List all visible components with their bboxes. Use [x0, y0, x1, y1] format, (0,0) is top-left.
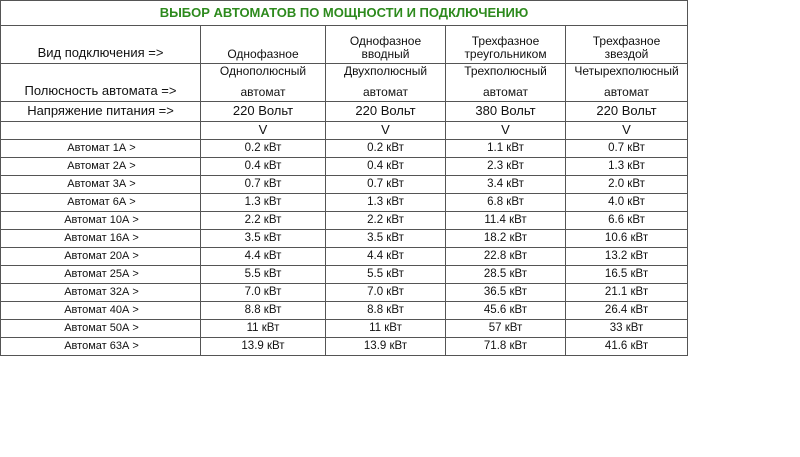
voltage-row: [1, 102, 688, 122]
voltage-cell: 220 Вольт: [326, 102, 446, 122]
power-value: 6.6 кВт: [566, 212, 688, 230]
breaker-label: Автомат 1А >: [1, 140, 201, 158]
power-value: 4.4 кВт: [201, 248, 326, 266]
table-row: [1, 212, 688, 230]
power-value: 0.7 кВт: [326, 176, 446, 194]
connection-cell-3: [446, 26, 566, 64]
poles-text: Трехполюсный: [464, 63, 547, 78]
power-value: 0.2 кВт: [326, 140, 446, 158]
poles-text: Двухполюсный: [343, 63, 428, 78]
breaker-label: Автомат 16А >: [1, 230, 201, 248]
power-value: 1.3 кВт: [566, 158, 688, 176]
polarity-cell-2: [326, 64, 446, 102]
power-value: 18.2 кВт: [446, 230, 566, 248]
table-row: [1, 320, 688, 338]
table-row: [1, 284, 688, 302]
power-value: 1.3 кВт: [201, 194, 326, 212]
breaker-label: Автомат 63А >: [1, 338, 201, 356]
table-row: [1, 302, 688, 320]
table-row: [1, 140, 688, 158]
connection-cell-1: [201, 26, 326, 64]
power-value: 0.4 кВт: [326, 158, 446, 176]
power-value: 3.4 кВт: [446, 176, 566, 194]
down-arrow-icon: V: [201, 122, 326, 140]
connection-line: Трехфазное: [471, 33, 540, 48]
polarity-cell-3: [446, 64, 566, 102]
power-value: 41.6 кВт: [566, 338, 688, 356]
connection-line: Однофазное: [227, 46, 299, 61]
power-value: 5.5 кВт: [326, 266, 446, 284]
connection-line: звездой: [604, 46, 649, 61]
connection-row: [1, 26, 688, 64]
connection-line: Трехфазное: [592, 33, 661, 48]
connection-label: Вид подключения =>: [1, 26, 201, 64]
voltage-cell: 380 Вольт: [446, 102, 566, 122]
power-value: 7.0 кВт: [201, 284, 326, 302]
polarity-cell-4: [566, 64, 688, 102]
power-value: 5.5 кВт: [201, 266, 326, 284]
power-value: 0.2 кВт: [201, 140, 326, 158]
power-value: 28.5 кВт: [446, 266, 566, 284]
power-value: 3.5 кВт: [201, 230, 326, 248]
polarity-label: Полюсность автомата =>: [1, 64, 201, 102]
power-value: 16.5 кВт: [566, 266, 688, 284]
power-value: 13.2 кВт: [566, 248, 688, 266]
power-value: 1.1 кВт: [446, 140, 566, 158]
power-value: 2.0 кВт: [566, 176, 688, 194]
power-value: 4.4 кВт: [326, 248, 446, 266]
breaker-label: Автомат 32А >: [1, 284, 201, 302]
power-value: 3.5 кВт: [326, 230, 446, 248]
connection-line: Однофазное: [349, 33, 422, 48]
poles-suffix: автомат: [604, 84, 649, 99]
poles-text: Четырехполюсный: [574, 63, 679, 78]
power-value: 0.7 кВт: [566, 140, 688, 158]
arrow-blank: [1, 122, 201, 140]
power-value: 4.0 кВт: [566, 194, 688, 212]
title-row: [1, 1, 688, 26]
connection-cell-4: [566, 26, 688, 64]
voltage-label: Напряжение питания =>: [1, 102, 201, 122]
breaker-label: Автомат 3А >: [1, 176, 201, 194]
power-value: 21.1 кВт: [566, 284, 688, 302]
table-row: [1, 248, 688, 266]
power-value: 7.0 кВт: [326, 284, 446, 302]
breaker-label: Автомат 50А >: [1, 320, 201, 338]
poles-suffix: автомат: [363, 84, 408, 99]
power-value: 2.3 кВт: [446, 158, 566, 176]
table-row: [1, 158, 688, 176]
power-value: 10.6 кВт: [566, 230, 688, 248]
breaker-label: Автомат 25А >: [1, 266, 201, 284]
table-title: ВЫБОР АВТОМАТОВ ПО МОЩНОСТИ И ПОДКЛЮЧЕНИЮ: [1, 1, 688, 26]
connection-cell-2: [326, 26, 446, 64]
table-row: [1, 230, 688, 248]
power-value: 0.7 кВт: [201, 176, 326, 194]
table-row: [1, 338, 688, 356]
poles-suffix: автомат: [240, 84, 286, 99]
down-arrow-icon: V: [446, 122, 566, 140]
power-value: 22.8 кВт: [446, 248, 566, 266]
power-value: 2.2 кВт: [201, 212, 326, 230]
power-value: 8.8 кВт: [326, 302, 446, 320]
power-value: 11 кВт: [326, 320, 446, 338]
poles-suffix: автомат: [483, 84, 528, 99]
arrow-row: [1, 122, 688, 140]
power-value: 33 кВт: [566, 320, 688, 338]
breaker-label: Автомат 40А >: [1, 302, 201, 320]
power-value: 11 кВт: [201, 320, 326, 338]
power-value: 6.8 кВт: [446, 194, 566, 212]
down-arrow-icon: V: [566, 122, 688, 140]
power-value: 45.6 кВт: [446, 302, 566, 320]
power-value: 11.4 кВт: [446, 212, 566, 230]
table-row: [1, 176, 688, 194]
connection-line: вводный: [361, 46, 410, 61]
power-value: 1.3 кВт: [326, 194, 446, 212]
power-value: 71.8 кВт: [446, 338, 566, 356]
breaker-label: Автомат 6А >: [1, 194, 201, 212]
power-value: 57 кВт: [446, 320, 566, 338]
power-value: 0.4 кВт: [201, 158, 326, 176]
down-arrow-icon: V: [326, 122, 446, 140]
power-value: 13.9 кВт: [201, 338, 326, 356]
polarity-cell-1: [201, 64, 326, 102]
connection-line: треугольником: [464, 46, 547, 61]
power-value: 36.5 кВт: [446, 284, 566, 302]
voltage-cell: 220 Вольт: [566, 102, 688, 122]
power-value: 2.2 кВт: [326, 212, 446, 230]
breaker-label: Автомат 2А >: [1, 158, 201, 176]
power-value: 26.4 кВт: [566, 302, 688, 320]
polarity-row: [1, 64, 688, 102]
table-row: [1, 194, 688, 212]
table-row: [1, 266, 688, 284]
power-value: 8.8 кВт: [201, 302, 326, 320]
breaker-rows: [1, 140, 688, 356]
poles-text: Однополюсный: [219, 63, 307, 78]
voltage-cell: 220 Вольт: [201, 102, 326, 122]
breaker-label: Автомат 10А >: [1, 212, 201, 230]
power-value: 13.9 кВт: [326, 338, 446, 356]
breaker-label: Автомат 20А >: [1, 248, 201, 266]
